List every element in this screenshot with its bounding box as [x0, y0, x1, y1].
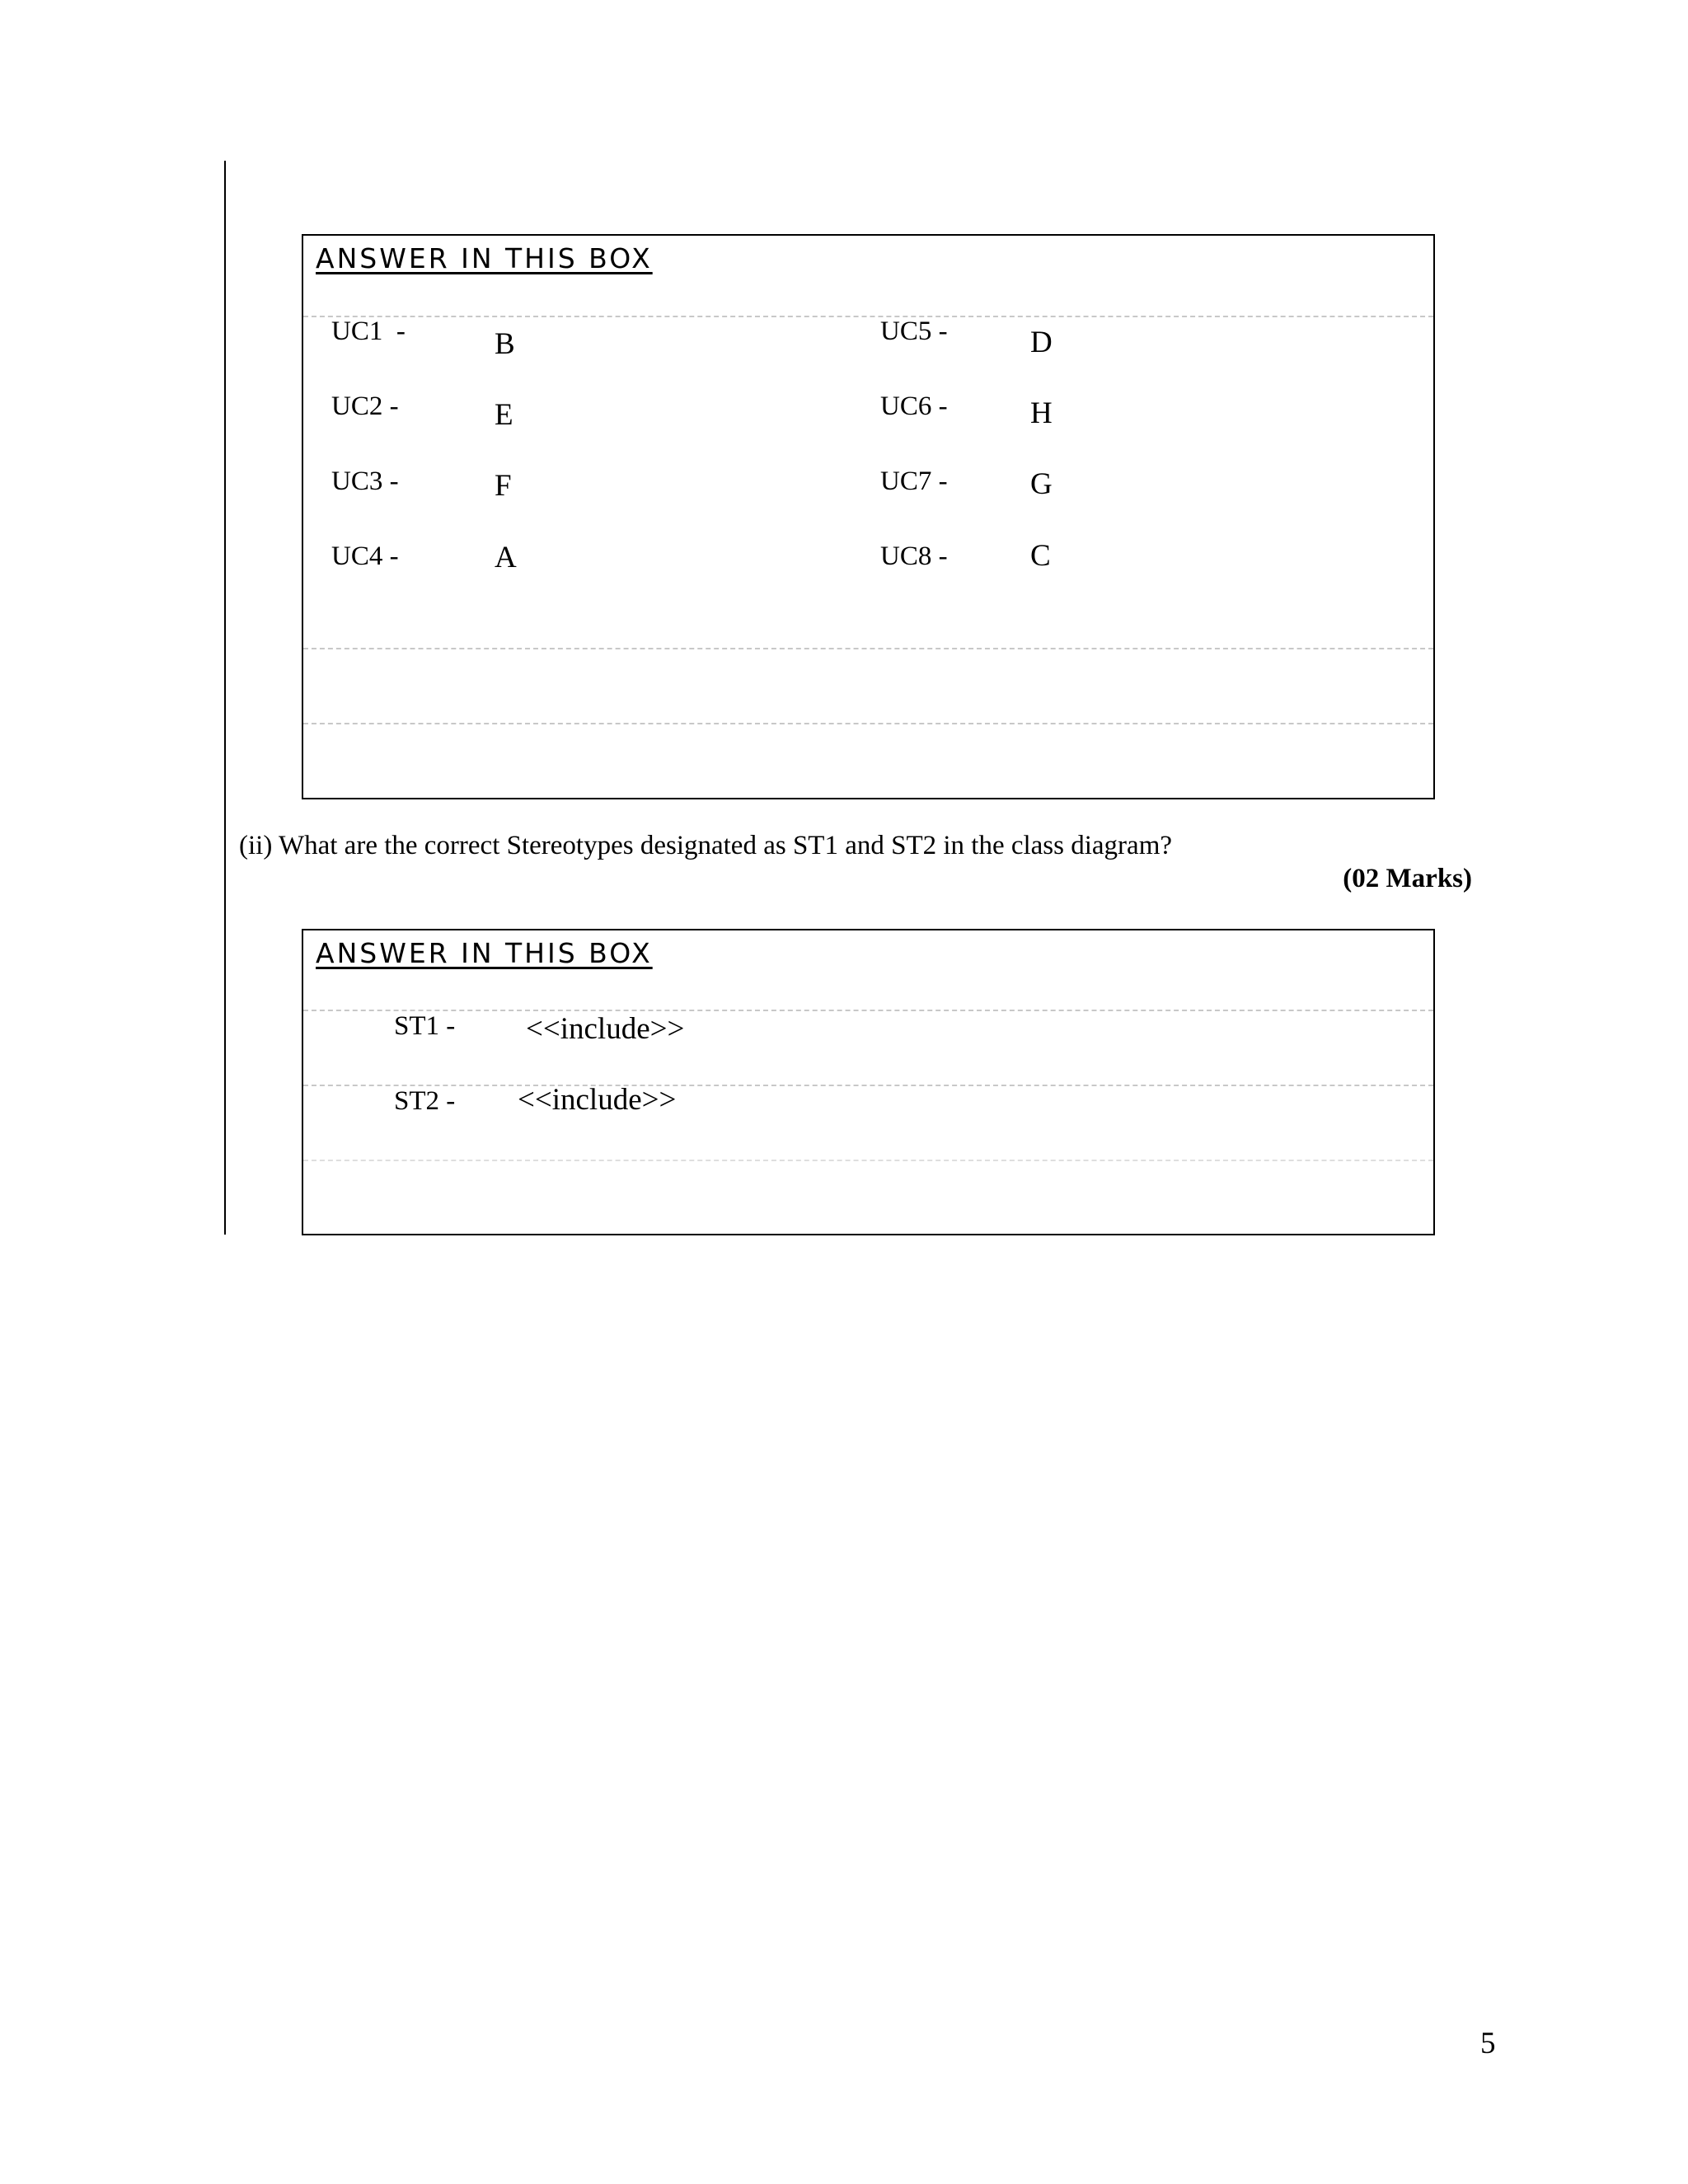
uc6-label: UC6 -	[880, 391, 948, 421]
dashed-line	[303, 1160, 1433, 1161]
dashed-line	[303, 316, 1433, 317]
uc6-answer: H	[1030, 396, 1053, 430]
question-text: (ii) What are the correct Stereotypes designated as ST1 and ST2 in the class diagram?	[239, 831, 1173, 860]
answer-box-use-cases	[302, 234, 1435, 799]
dashed-line	[303, 1085, 1433, 1086]
uc3-label: UC3 -	[331, 466, 399, 496]
st1-label: ST1 -	[394, 1011, 456, 1041]
answer-box-stereotypes	[302, 929, 1435, 1235]
uc8-label: UC8 -	[880, 541, 948, 571]
uc5-answer: D	[1030, 326, 1053, 359]
uc4-label: UC4 -	[331, 541, 399, 571]
st2-label: ST2 -	[394, 1086, 456, 1116]
dashed-line	[303, 1010, 1433, 1011]
uc3-answer: F	[495, 469, 512, 503]
uc1-label: UC1 -	[331, 316, 406, 346]
uc2-label: UC2 -	[331, 391, 399, 421]
answer-box-header: ANSWER IN THIS BOX	[316, 937, 653, 969]
uc5-label: UC5 -	[880, 316, 948, 346]
uc8-answer: C	[1030, 539, 1051, 573]
page-number: 5	[1480, 2027, 1496, 2060]
margin-rule	[224, 161, 226, 1235]
uc7-answer: G	[1030, 467, 1053, 501]
uc7-label: UC7 -	[880, 466, 948, 496]
st1-answer: <<include>>	[526, 1012, 685, 1046]
dashed-line	[303, 648, 1433, 649]
st2-answer: <<include>>	[518, 1083, 677, 1117]
answer-box-header: ANSWER IN THIS BOX	[316, 242, 653, 274]
dashed-line	[303, 723, 1433, 724]
uc1-answer: B	[495, 327, 515, 361]
marks-label: (02 Marks)	[1343, 864, 1472, 893]
uc2-answer: E	[495, 398, 513, 432]
uc4-answer: A	[495, 541, 517, 574]
